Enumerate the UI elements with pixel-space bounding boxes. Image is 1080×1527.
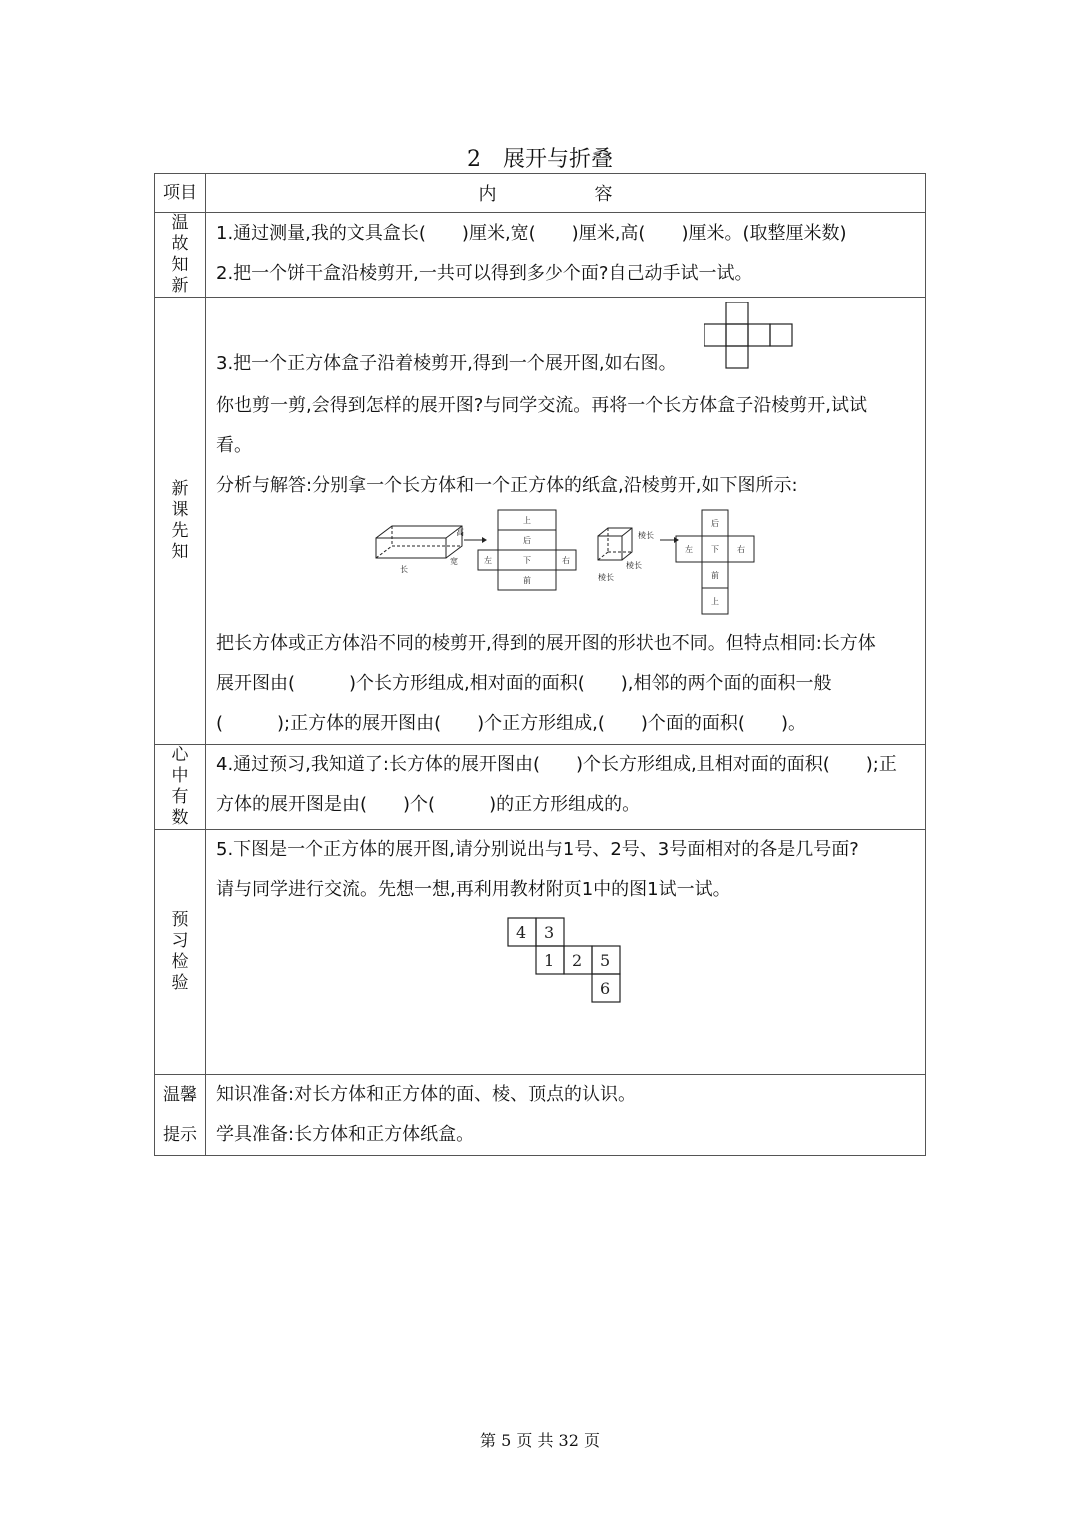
net2-hou: 后 <box>711 519 719 528</box>
face-2: 2 <box>572 951 583 970</box>
new-line-3: 看。 <box>216 435 252 456</box>
check-line-1: 5.下图是一个正方体的展开图,请分别说出与1号、2号、3号面相对的各是几号面? <box>216 839 859 860</box>
label-chang: 长 <box>400 565 408 574</box>
net1-you: 右 <box>562 556 570 565</box>
row-mind <box>155 745 926 830</box>
row-tips <box>155 1075 926 1156</box>
label-kuan: 宽 <box>450 557 458 566</box>
row-review <box>155 213 926 298</box>
numbered-cube-net <box>506 916 636 1012</box>
mind-line-2: 方体的展开图是由( )个( )的正方形组成的。 <box>216 794 641 815</box>
check-line-2: 请与同学进行交流。先想一想,再利用教材附页1中的图1试一试。 <box>216 879 731 900</box>
q3-text: 3.把一个正方体盒子沿着棱剪开,得到一个展开图,如右图。 <box>216 353 677 374</box>
review-line-2: 2.把一个饼干盒沿棱剪开,一共可以得到多少个面?自己动手试一试。 <box>216 263 753 284</box>
face-1: 1 <box>544 951 555 970</box>
cube-edge-3: 棱长 <box>598 573 614 582</box>
label-mind: 心中有数 <box>171 745 189 828</box>
new-line-7: ( );正方体的展开图由( )个正方形组成,( )个面的面积( )。 <box>216 713 806 734</box>
new-line-4: 分析与解答:分别拿一个长方体和一个正方体的纸盒,沿棱剪开,如下图所示: <box>216 475 798 496</box>
header-item: 项目 <box>155 174 206 213</box>
unfold-diagram <box>216 506 966 624</box>
net1-shang: 上 <box>523 516 531 525</box>
net2-shang: 上 <box>711 597 719 606</box>
face-6: 6 <box>600 979 611 998</box>
header-content: 内 容 <box>206 174 926 213</box>
lesson-table <box>154 173 926 1156</box>
net2-xia: 下 <box>711 545 719 554</box>
page-footer: 第 5 页 共 32 页 <box>480 1431 600 1450</box>
header-row <box>155 174 926 213</box>
label-tips-1: 温馨 <box>163 1085 197 1105</box>
analysis-figure <box>216 506 915 624</box>
title-text: 展开与折叠 <box>502 147 613 172</box>
face-3: 3 <box>544 923 555 942</box>
face-5: 5 <box>600 951 611 970</box>
face-4: 4 <box>516 923 527 942</box>
label-review: 温故知新 <box>171 213 189 296</box>
net1-xia: 下 <box>523 556 531 565</box>
tips-line-2: 学具准备:长方体和正方体纸盒。 <box>216 1124 475 1145</box>
net2-you: 右 <box>737 545 745 554</box>
row-check <box>155 830 926 1075</box>
new-line-5: 把长方体或正方体沿不同的棱剪开,得到的展开图的形状也不同。但特点相同:长方体 <box>216 633 876 654</box>
net2-zuo: 左 <box>685 545 693 554</box>
cube-net-small <box>704 302 804 382</box>
cube-edge-1: 棱长 <box>638 531 654 540</box>
tips-line-1: 知识准备:对长方体和正方体的面、棱、顶点的认识。 <box>216 1084 637 1105</box>
net2-qian: 前 <box>711 571 719 580</box>
new-line-2: 你也剪一剪,会得到怎样的展开图?与同学交流。再将一个长方体盒子沿棱剪开,试试 <box>216 395 867 416</box>
label-gao: 高 <box>456 528 464 537</box>
label-tips-2: 提示 <box>163 1125 197 1145</box>
cube-edge-2: 棱长 <box>626 561 642 570</box>
row-new <box>155 298 926 745</box>
net1-qian: 前 <box>523 576 531 585</box>
net1-hou: 后 <box>523 536 531 545</box>
page-title <box>0 142 1080 173</box>
label-check: 预习检验 <box>171 910 189 993</box>
title-number: 2 <box>466 147 481 172</box>
net1-zuo: 左 <box>484 556 492 565</box>
review-line-1: 1.通过测量,我的文具盒长( )厘米,宽( )厘米,高( )厘米。(取整厘米数) <box>216 223 847 244</box>
mind-line-1: 4.通过预习,我知道了:长方体的展开图由( )个长方形组成,且相对面的面积( );正 <box>216 754 897 775</box>
label-new: 新课先知 <box>171 479 189 562</box>
new-line-6: 展开图由( )个长方形组成,相对面的面积( ),相邻的两个面的面积一般 <box>216 673 832 694</box>
